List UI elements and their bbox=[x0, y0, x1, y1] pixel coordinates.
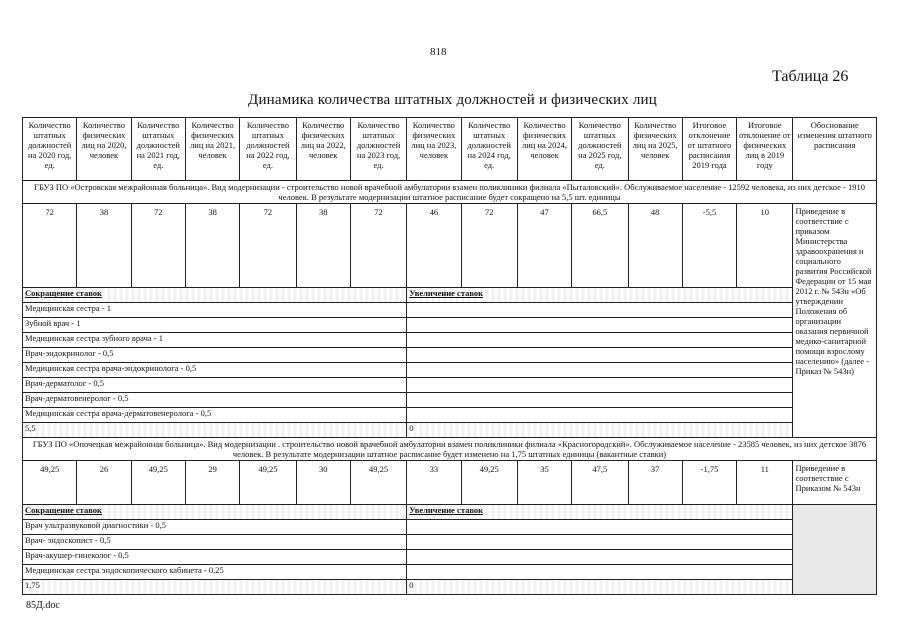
reduction-row bbox=[23, 318, 877, 333]
header-cell: Количество физических лиц на 2023, человек bbox=[407, 118, 461, 181]
header-cell: Количество физических лиц на 2025, человек bbox=[628, 118, 682, 181]
increase-item-empty bbox=[407, 565, 793, 580]
value-cell: 72 bbox=[461, 204, 517, 288]
header-cell: Количество физических лиц на 2022, человек bbox=[296, 118, 350, 181]
reduction-header: Сокращение ставок bbox=[23, 505, 407, 520]
reduction-row bbox=[23, 520, 877, 535]
value-cell: 72 bbox=[23, 204, 77, 288]
header-row bbox=[23, 118, 877, 181]
reduction-row bbox=[23, 303, 877, 318]
header-cell: Количество штатных должностей на 2022 год, ед. bbox=[240, 118, 296, 181]
values-row bbox=[23, 204, 877, 288]
increase-header: Увеличение ставок bbox=[407, 505, 793, 520]
reduction-item: Врач-акушер-гинеколог - 0,5 bbox=[23, 550, 407, 565]
header-cell: Итоговое отклонение от штатного расписания 2019 года bbox=[682, 118, 736, 181]
value-cell: 47 bbox=[517, 204, 571, 288]
value-cell: 66,5 bbox=[572, 204, 628, 288]
increase-item-empty bbox=[407, 520, 793, 535]
reduction-item: Врач- эндоскопист - 0,5 bbox=[23, 535, 407, 550]
header-cell: Итоговое отклонение от физических лиц в 2019 году bbox=[737, 118, 793, 181]
header-cell: Количество штатных должностей на 2025 год, ед. bbox=[572, 118, 628, 181]
value-cell: 38 bbox=[185, 204, 239, 288]
increase-item-empty bbox=[407, 333, 793, 348]
totals-row bbox=[23, 580, 877, 595]
rationale-empty bbox=[793, 505, 877, 595]
value-cell: 33 bbox=[407, 461, 461, 505]
value-cell: 11 bbox=[737, 461, 793, 505]
reduction-item: Врач-дерматовенеролог - 0,5 bbox=[23, 393, 407, 408]
value-cell: 49,25 bbox=[23, 461, 77, 505]
rationale-cell: Приведение в соответствие с приказом Министерства здравоохранения и социального развития Российской Федерации от 15 мая 2012 г. № 543н «Об утверждении Положения об организации оказания первичной медико-санитарной помощи взрослому населению» (далее - Приказ № 543н) bbox=[793, 204, 877, 438]
increase-item-empty bbox=[407, 393, 793, 408]
reduction-item: Врач-дерматолог - 0,5 bbox=[23, 378, 407, 393]
value-cell: 38 bbox=[296, 204, 350, 288]
reduction-row bbox=[23, 535, 877, 550]
increase-item-empty bbox=[407, 303, 793, 318]
reduction-item: Зубной врач - 1 bbox=[23, 318, 407, 333]
reduction-header: Сокращение ставок bbox=[23, 288, 407, 303]
header-cell: Обоснование изменения штатного расписания bbox=[793, 118, 877, 181]
totals-row bbox=[23, 423, 877, 438]
header-cell: Количество физических лиц на 2020, человек bbox=[77, 118, 131, 181]
reduction-row bbox=[23, 333, 877, 348]
value-cell: 72 bbox=[240, 204, 296, 288]
document-title: Динамика количества штатных должностей и физических лиц bbox=[248, 92, 657, 108]
increase-item-empty bbox=[407, 550, 793, 565]
value-cell: 38 bbox=[77, 204, 131, 288]
value-cell: 35 bbox=[517, 461, 571, 505]
rationale-cell: Приведение в соответствие с Приказом № 543н bbox=[793, 461, 877, 505]
value-cell: 49,25 bbox=[461, 461, 517, 505]
value-cell: 46 bbox=[407, 204, 461, 288]
section-description-row bbox=[23, 181, 877, 204]
reduction-row bbox=[23, 550, 877, 565]
reduction-item: Врач-эндокринолог - 0,5 bbox=[23, 348, 407, 363]
value-cell: 72 bbox=[131, 204, 185, 288]
header-cell: Количество штатных должностей на 2024 год, ед. bbox=[461, 118, 517, 181]
increase-item-empty bbox=[407, 378, 793, 393]
increase-item-empty bbox=[407, 318, 793, 333]
reduction-item: Медицинская сестра врача-дерматовенеролога - 0,5 bbox=[23, 408, 407, 423]
value-cell: 37 bbox=[628, 461, 682, 505]
increase-header: Увеличение ставок bbox=[407, 288, 793, 303]
value-cell: 26 bbox=[77, 461, 131, 505]
section-description: ГБУЗ ПО «Опочецкая межрайонная больница». Вид модернизации . строительство новой врачебной амбулатории взамен поликлиники филиала «Красногородский». Обслуживаемое население - 23585 человек, из них детское 3876 человек. В результате модернизации штатное расписание будет изменено на 1,75 штатных единицы (вакантные ставки) bbox=[23, 438, 877, 461]
header-cell: Количество физических лиц на 2024, человек bbox=[517, 118, 571, 181]
header-cell: Количество физических лиц на 2021, человек bbox=[185, 118, 239, 181]
staffing-table bbox=[22, 117, 877, 595]
value-cell: 47,5 bbox=[572, 461, 628, 505]
reduction-item: Медицинская сестра эндоскопического кабинета - 0,25 bbox=[23, 565, 407, 580]
reduction-item: Медицинская сестра врача-эндокринолога - 0,5 bbox=[23, 363, 407, 378]
value-cell: 49,25 bbox=[240, 461, 296, 505]
reduction-total: 5,5 bbox=[23, 423, 407, 438]
footer-filename: 85Д.doc bbox=[26, 600, 60, 611]
header-cell: Количество штатных должностей на 2023 год, ед. bbox=[350, 118, 406, 181]
reduction-row bbox=[23, 393, 877, 408]
staffing-change-header-row bbox=[23, 288, 877, 303]
value-cell: 10 bbox=[737, 204, 793, 288]
reduction-row bbox=[23, 348, 877, 363]
value-cell: 49,25 bbox=[350, 461, 406, 505]
reduction-row bbox=[23, 565, 877, 580]
increase-item-empty bbox=[407, 348, 793, 363]
reduction-row bbox=[23, 363, 877, 378]
increase-item-empty bbox=[407, 408, 793, 423]
value-cell: -5,5 bbox=[682, 204, 736, 288]
increase-item-empty bbox=[407, 535, 793, 550]
reduction-row bbox=[23, 378, 877, 393]
value-cell: 30 bbox=[296, 461, 350, 505]
section-description: ГБУЗ ПО «Островская межрайонная больница». Вид модернизации - строительство новой врачебной амбулатории взамен поликлиники филиала «Пыталовский». Обслуживаемое население - 12592 человека, из них детское - 1910 человек. В результате модернизации штатное расписание будет сокращено на 5,5 шт. единицы bbox=[23, 181, 877, 204]
reduction-item: Медицинская сестра - 1 bbox=[23, 303, 407, 318]
reduction-item: Врач ультразвуковой диагностики - 0,5 bbox=[23, 520, 407, 535]
section-description-row bbox=[23, 438, 877, 461]
reduction-row bbox=[23, 408, 877, 423]
value-cell: 29 bbox=[185, 461, 239, 505]
value-cell: -1,75 bbox=[682, 461, 736, 505]
increase-item-empty bbox=[407, 363, 793, 378]
table-label: Таблица 26 bbox=[772, 68, 849, 85]
reduction-item: Медицинская сестра зубного врача - 1 bbox=[23, 333, 407, 348]
header-cell: Количество штатных должностей на 2020 год, ед. bbox=[23, 118, 77, 181]
staffing-change-header-row bbox=[23, 505, 877, 520]
increase-total: 0 bbox=[407, 423, 793, 438]
increase-total: 0 bbox=[407, 580, 793, 595]
value-cell: 49,25 bbox=[131, 461, 185, 505]
value-cell: 48 bbox=[628, 204, 682, 288]
value-cell: 72 bbox=[350, 204, 406, 288]
reduction-total: 1,75 bbox=[23, 580, 407, 595]
values-row bbox=[23, 461, 877, 505]
header-cell: Количество штатных должностей на 2021 год, ед. bbox=[131, 118, 185, 181]
page-number: 818 bbox=[430, 46, 447, 58]
